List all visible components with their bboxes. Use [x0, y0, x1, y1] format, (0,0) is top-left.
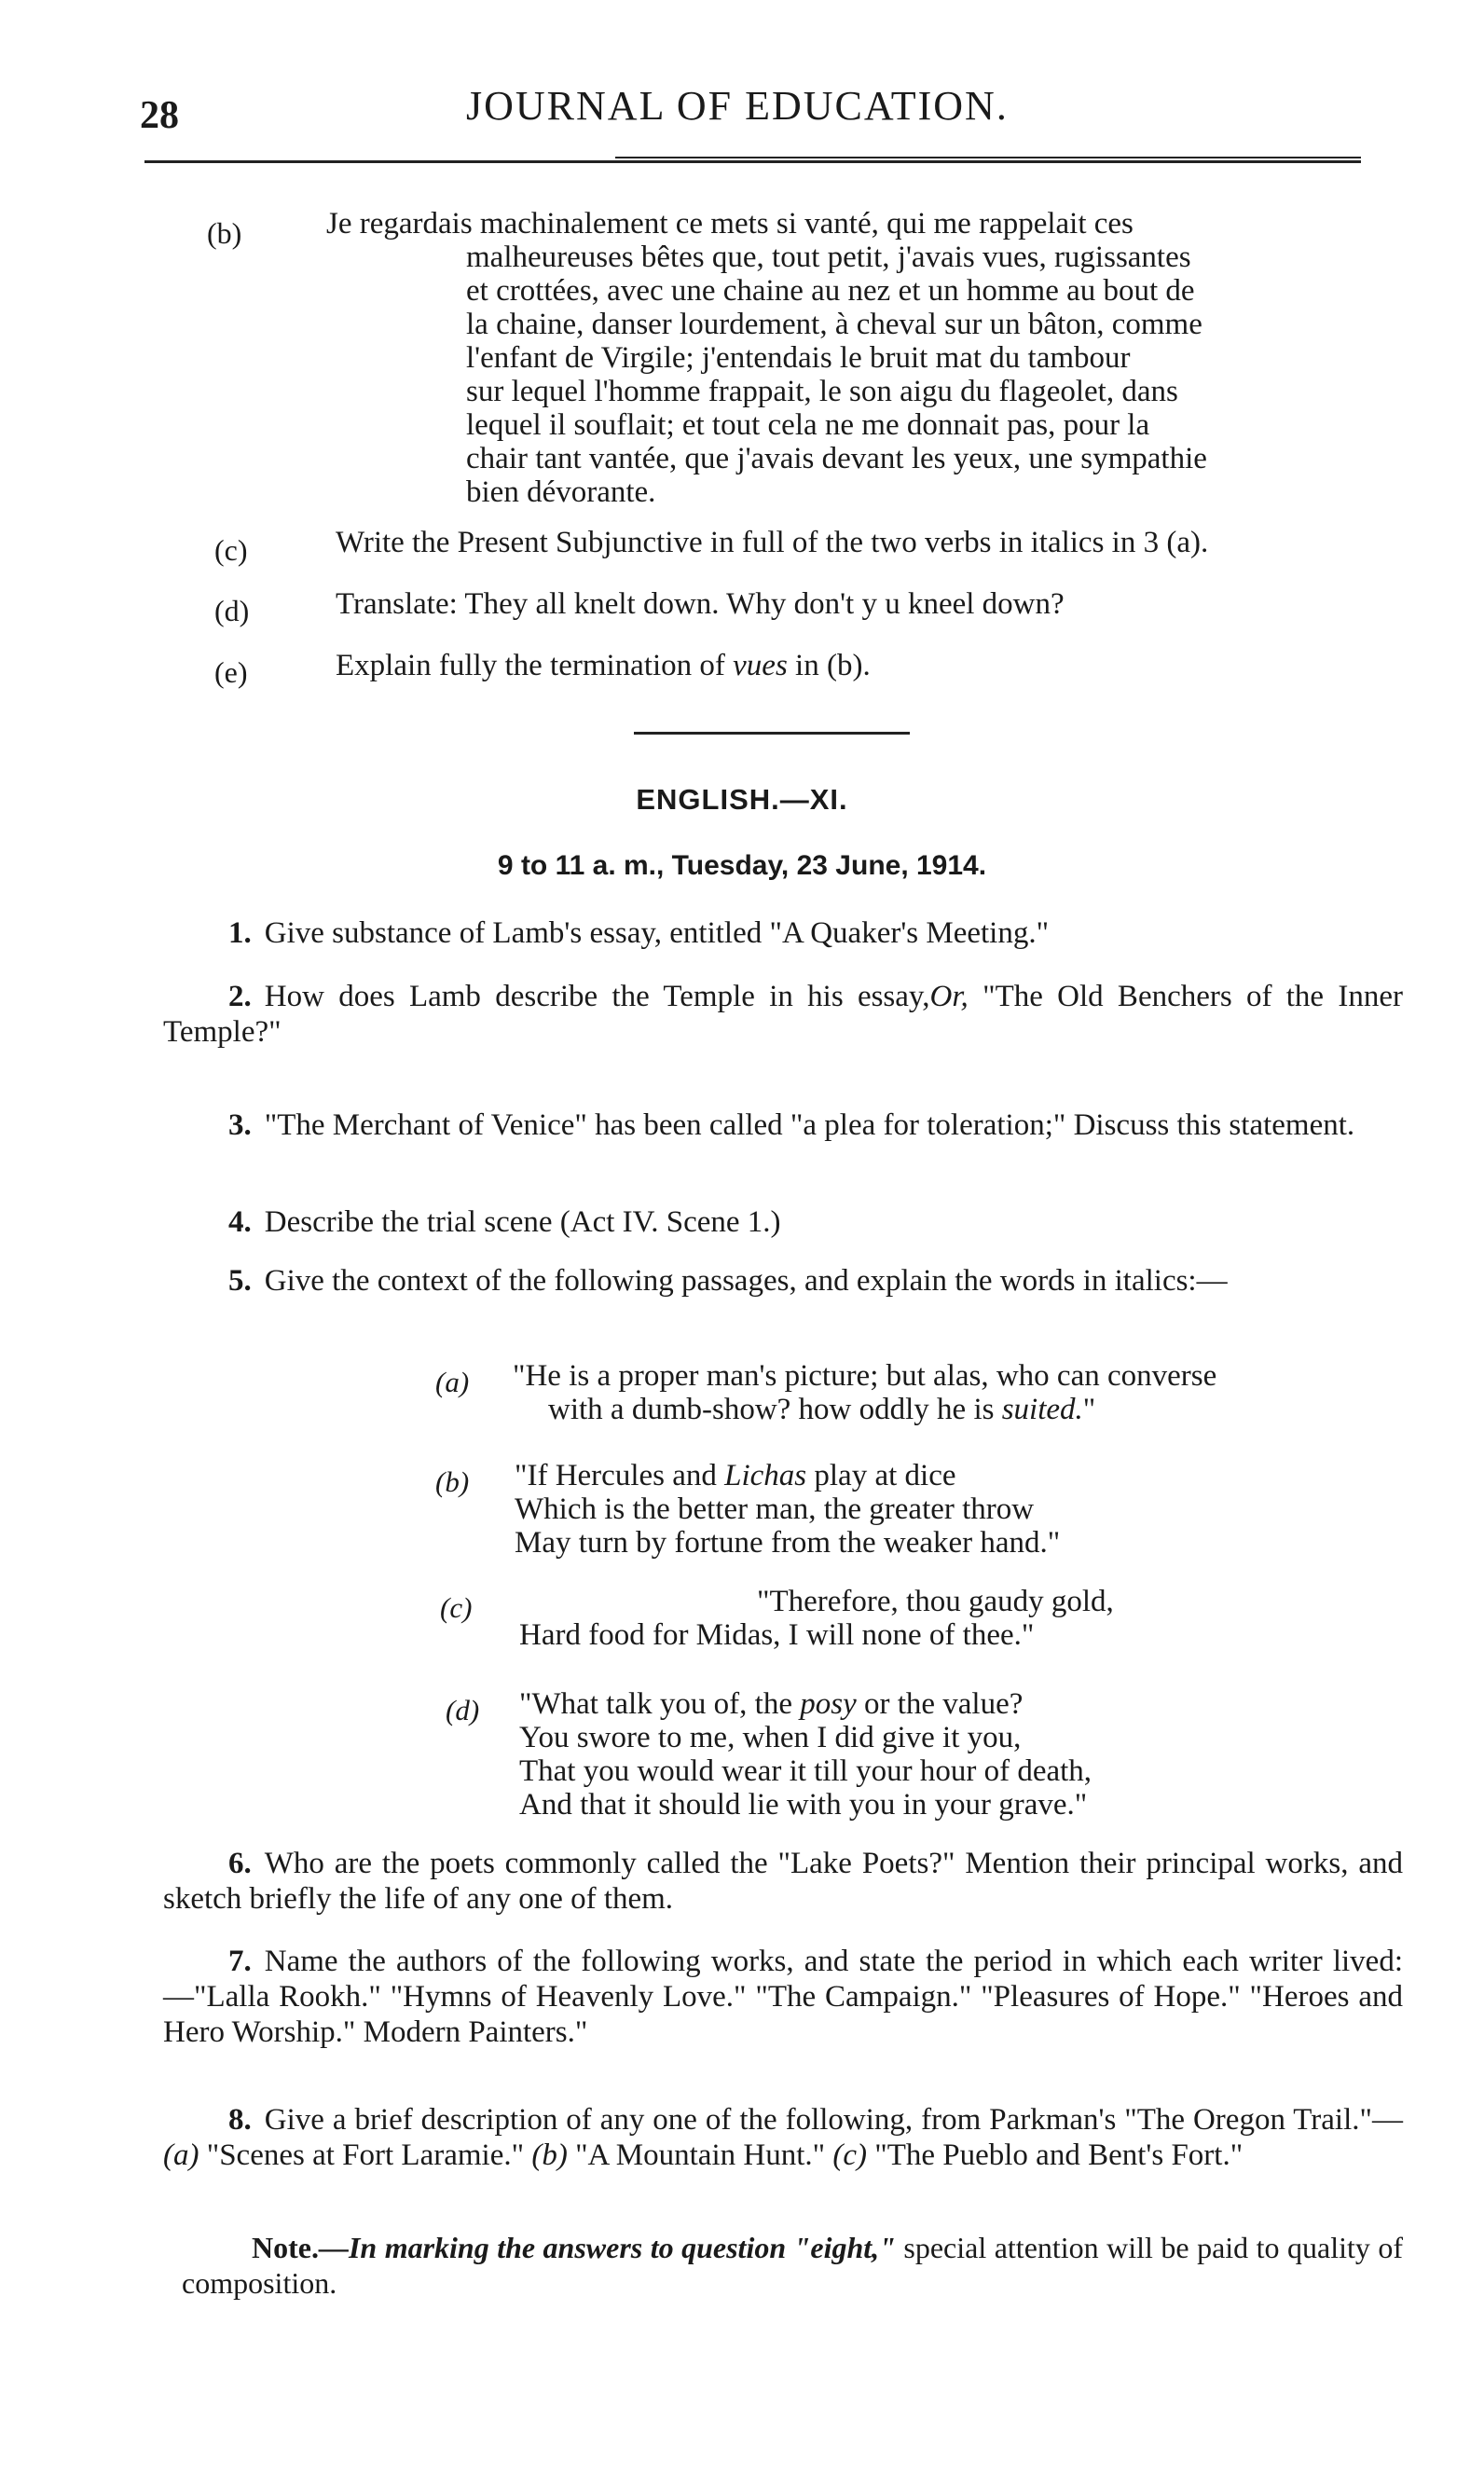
passage-d-label: (d) [446, 1694, 480, 1726]
question-text: Give the context of the following passages, and explain the words in italics:— [264, 1264, 1228, 1298]
question-5 [163, 1263, 1403, 1299]
passage-text: " [1082, 1393, 1096, 1426]
passage-text: with a dumb-show? how oddly he is [548, 1393, 1002, 1426]
question-text-after: "The Old Benchers of the Inner Temple?" [163, 980, 1403, 1049]
option-label: (a) [163, 2138, 199, 2172]
question-number: 7. [228, 1945, 252, 1978]
page-number: 28 [140, 94, 179, 137]
item-b-first-line: Je regardais machinalement ce mets si vanté, qui me rappelait ces [326, 207, 1134, 241]
question-number: 2. [228, 980, 252, 1013]
question-7 [163, 1944, 1403, 2050]
item-e-italic-word: vues [733, 649, 788, 682]
note-italic-text: —In marking the answers to question "eight," [318, 2231, 896, 2264]
question-number: 5. [228, 1264, 252, 1298]
passage-d-line-4: And that it should lie with you in your grave." [519, 1788, 1088, 1822]
question-italic-word: Or, [929, 980, 969, 1013]
passage-d-line-3: That you would wear it till your hour of death, [519, 1754, 1092, 1788]
item-b-line: chair tant vantée, que j'avais devant les yeux, une sympathie [466, 442, 1207, 475]
item-b-line: la chaine, danser lourdement, à cheval sur un bâton, comme [466, 308, 1202, 341]
passage-italic-word: suited. [1001, 1393, 1083, 1426]
exam-time: 9 to 11 a. m., Tuesday, 23 June, 1914. [497, 850, 987, 881]
header-rule [144, 160, 1361, 163]
option-text: "A Mountain Hunt." [567, 2138, 833, 2172]
section-divider [634, 732, 910, 735]
passage-italic-word: Lichas [724, 1459, 807, 1492]
item-c-label: (c) [214, 533, 248, 567]
passage-c-label: (c) [440, 1591, 473, 1624]
section-heading: ENGLISH.—XI. [636, 783, 848, 816]
passage-text: play at dice [806, 1459, 956, 1492]
item-d-label: (d) [214, 594, 250, 627]
option-label: (c) [832, 2138, 867, 2172]
item-c-text: Write the Present Subjunctive in full of the two verbs in italics in 3 (a). [336, 526, 1209, 559]
question-text: Give substance of Lamb's essay, entitled "A Quaker's Meeting." [264, 916, 1050, 950]
item-e-text [336, 649, 1389, 682]
question-3 [163, 1107, 1403, 1143]
option-text: "The Pueblo and Bent's Fort." [866, 2138, 1244, 2172]
question-number: 3. [228, 1108, 252, 1142]
passage-b [515, 1459, 1353, 1560]
question-text: Who are the poets commonly called the "Lake Poets?" Mention their principal works, and sketch briefly the life of any one of them. [163, 1847, 1403, 1916]
question-4 [163, 1204, 1403, 1240]
question-text: "The Merchant of Venice" has been called "a plea for toleration;" Discuss this statement. [264, 1108, 1355, 1142]
header-rule-overlay [615, 157, 1361, 158]
passage-b-line-2: Which is the better man, the greater throw [515, 1492, 1035, 1526]
passage-b-label: (b) [435, 1465, 470, 1498]
item-b-line: l'enfant de Virgile; j'entendais le bruit mat du tambour [466, 341, 1131, 375]
passage-a-line-1: "He is a proper man's picture; but alas, who can converse [513, 1359, 1217, 1393]
item-b-line: et crottées, avec une chaine au nez et un homme au bout de [466, 274, 1195, 308]
passage-text: "What talk you of, the [519, 1687, 801, 1721]
question-6 [163, 1846, 1403, 1917]
question-text: Give a brief description of any one of the following, from Parkman's "The Oregon Trail."— [264, 2103, 1403, 2137]
question-text: Name the authors of the following works, and state the period in which each writer lived:—"Lalla Rookh." "Hymns of Heavenly Love." "The Campaign." "Pleasures of Hope." "Heroes and Hero Worship." Modern Painters." [163, 1945, 1403, 2049]
question-number: 1. [228, 916, 252, 950]
item-b-line: sur lequel l'homme frappait, le son aigu du flageolet, dans [466, 375, 1178, 408]
passage-c-line-1: "Therefore, thou gaudy gold, [757, 1585, 1114, 1618]
question-text-before: How does Lamb describe the Temple in his essay, [264, 980, 930, 1013]
item-b-line: malheureuses bêtes que, tout petit, j'avais vues, rugissantes [466, 241, 1191, 274]
question-number: 6. [228, 1847, 252, 1880]
passage-text: "If Hercules and [515, 1459, 725, 1492]
passage-text: or the value? [856, 1687, 1024, 1721]
item-e-text-before: Explain fully the termination of [336, 649, 734, 682]
item-b-passage [466, 241, 1384, 509]
question-8 [163, 2102, 1403, 2173]
passage-d-line-2: You swore to me, when I did give it you, [519, 1721, 1022, 1754]
question-number: 8. [228, 2103, 252, 2137]
question-text: Describe the trial scene (Act IV. Scene 1.) [264, 1205, 781, 1239]
passage-c-line-2: Hard food for Midas, I will none of thee." [519, 1618, 1035, 1652]
passage-a-label: (a) [435, 1366, 470, 1398]
item-e-text-after: in (b). [787, 649, 871, 682]
passage-b-line-3: May turn by fortune from the weaker hand." [515, 1526, 1061, 1560]
item-b-line: lequel il souflait; et tout cela ne me donnait pas, pour la [466, 408, 1150, 442]
passage-d [519, 1687, 1358, 1822]
passage-a-line-2 [548, 1393, 1406, 1426]
passage-italic-word: posy [800, 1687, 857, 1721]
item-e-label: (e) [214, 655, 248, 689]
note-text: special attention will be paid to quality of composition. [182, 2231, 1404, 2300]
item-b-label: (b) [207, 216, 242, 250]
note-label: Note. [252, 2231, 319, 2264]
question-2 [163, 979, 1403, 1050]
journal-title: JOURNAL OF EDUCATION. [466, 83, 1009, 129]
item-d-text: Translate: They all knelt down. Why don't y u kneel down? [336, 587, 1065, 621]
passage-d-line-1 [519, 1687, 1358, 1721]
question-1 [163, 915, 1403, 951]
note [182, 2230, 1403, 2301]
option-label: (b) [531, 2138, 568, 2172]
option-text: "Scenes at Fort Laramie." [199, 2138, 532, 2172]
passage-b-line-1 [515, 1459, 1353, 1492]
question-number: 4. [228, 1205, 252, 1239]
item-b-line: bien dévorante. [466, 475, 656, 509]
